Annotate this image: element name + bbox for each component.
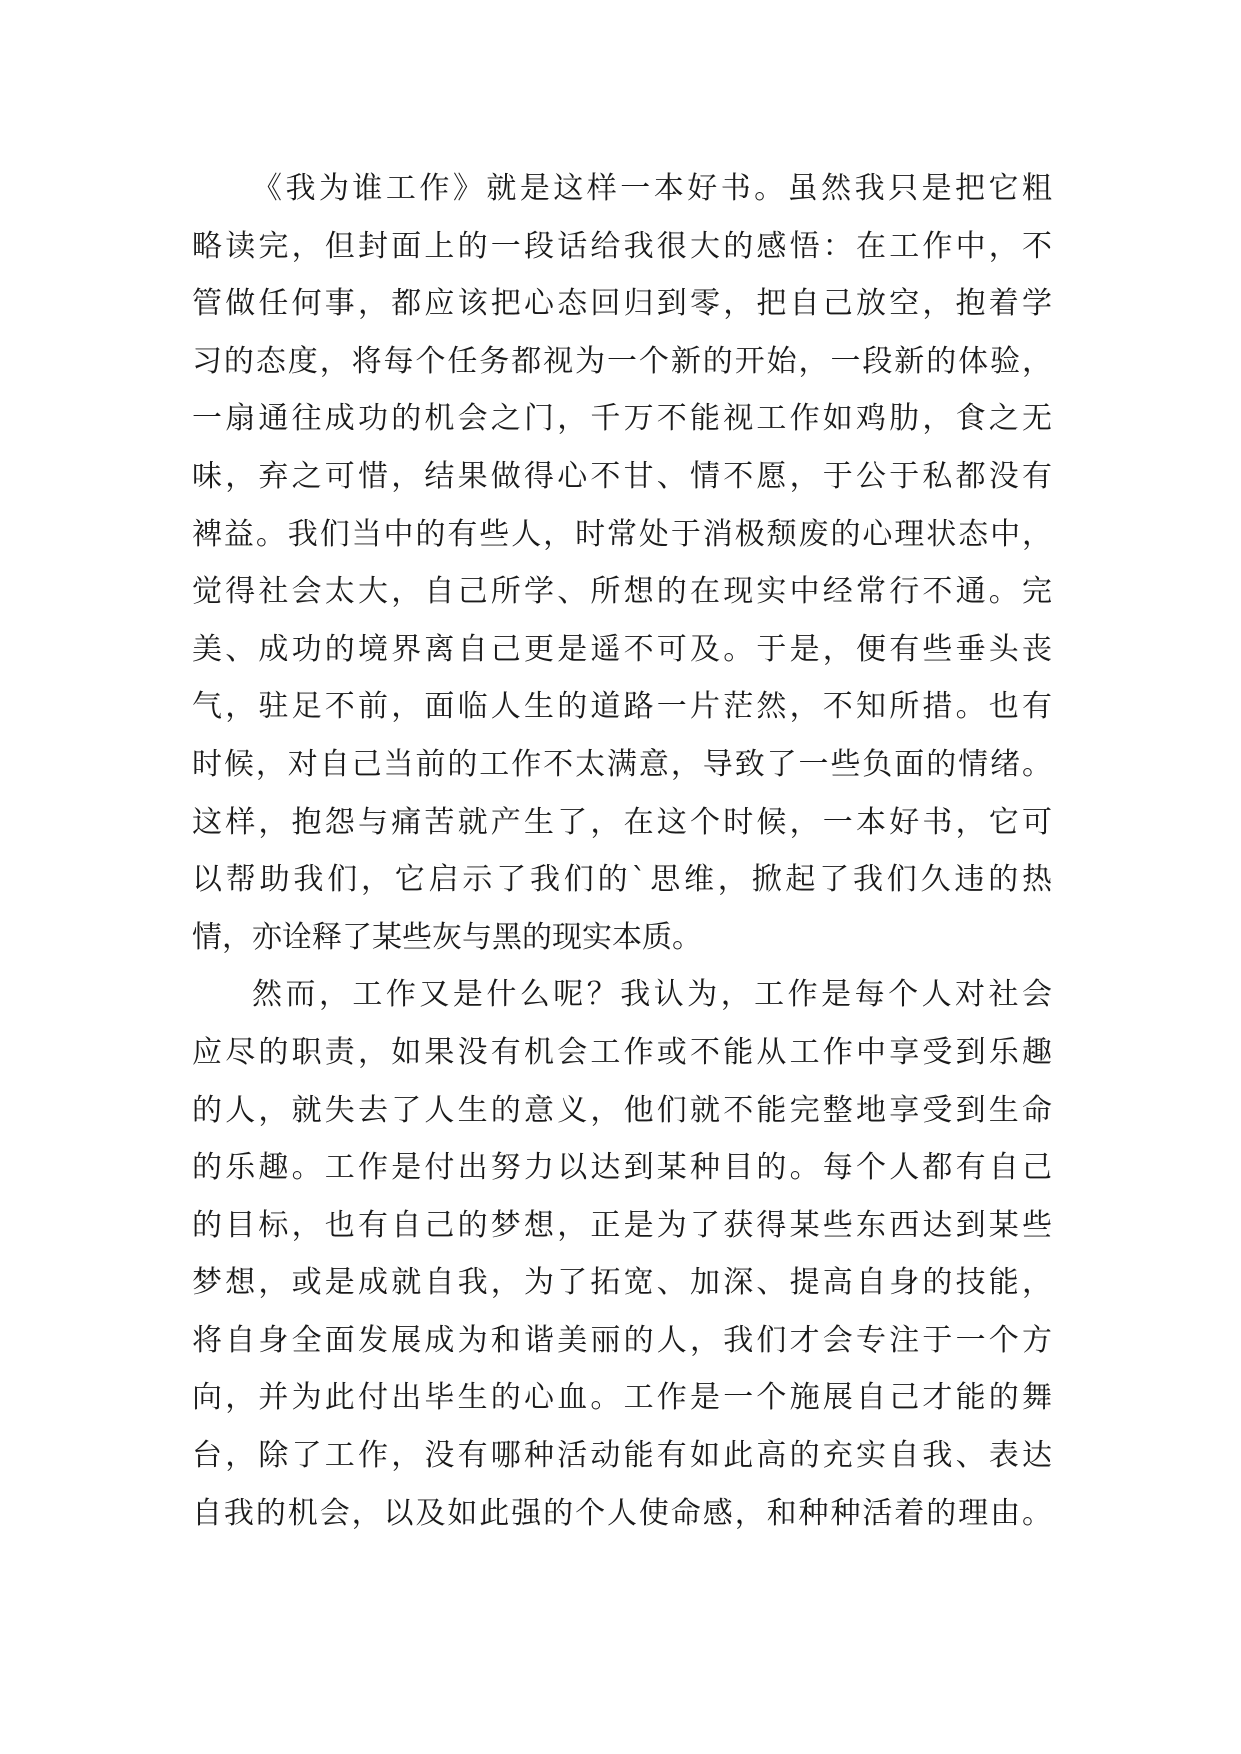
paragraph-line: 将自身全面发展成为和谐美丽的人，我们才会专注于一个方 [192,1322,1052,1358]
paragraph-1 [192,160,1052,966]
paragraph-line: 管做任何事，都应该把心态回归到零，把自己放空，抱着学 [192,286,1052,322]
paragraph-line: 的人，就失去了人生的意义，他们就不能完整地享受到生命 [192,1092,1052,1128]
paragraph-line: 觉得社会太大，自己所学、所想的在现实中经常行不通。完 [192,574,1052,610]
paragraph-line: 这样，抱怨与痛苦就产生了，在这个时候，一本好书，它可 [192,804,1052,840]
paragraph-line: 《我为谁工作》就是这样一本好书。虽然我只是把它粗 [252,171,1052,206]
paragraph-line: 的乐趣。工作是付出努力以达到某种目的。每个人都有自己 [192,1150,1052,1186]
paragraph-line: 然而，工作又是什么呢？我认为，工作是每个人对社会 [252,977,1052,1013]
paragraph-line: 时候，对自己当前的工作不太满意，导致了一些负面的情绪。 [192,746,1052,782]
paragraph-line: 向，并为此付出毕生的心血。工作是一个施展自己才能的舞 [192,1380,1052,1416]
paragraph-line: 裨益。我们当中的有些人，时常处于消极颓废的心理状态中， [192,516,1052,552]
paragraph-line: 以帮助我们，它启示了我们的`思维，掀起了我们久违的热 [192,862,1052,898]
document-body [192,160,1052,1542]
paragraph-line: 梦想，或是成就自我，为了拓宽、加深、提高自身的技能， [192,1265,1052,1301]
paragraph-line: 自我的机会，以及如此强的个人使命感，和种种活着的理由。 [192,1495,1052,1531]
paragraph-line: 美、成功的境界离自己更是遥不可及。于是，便有些垂头丧 [192,631,1052,667]
paragraph-line: 一扇通往成功的机会之门，千万不能视工作如鸡肋，食之无 [192,401,1052,437]
paragraph-line: 台，除了工作，没有哪种活动能有如此高的充实自我、表达 [192,1438,1052,1474]
paragraph-line: 味，弃之可惜，结果做得心不甘、情不愿，于公于私都没有 [192,458,1052,494]
paragraph-line: 的目标，也有自己的梦想，正是为了获得某些东西达到某些 [192,1207,1052,1243]
paragraph-line: 情，亦诠释了某些灰与黑的现实本质。 [192,919,702,955]
paragraph-line: 气，驻足不前，面临人生的道路一片茫然，不知所措。也有 [192,689,1052,725]
paragraph-line: 略读完，但封面上的一段话给我很大的感悟：在工作中，不 [192,228,1052,264]
paragraph-line: 应尽的职责，如果没有机会工作或不能从工作中享受到乐趣 [192,1034,1052,1070]
paragraph-2 [192,966,1052,1542]
paragraph-line: 习的态度，将每个任务都视为一个新的开始，一段新的体验， [192,343,1052,379]
